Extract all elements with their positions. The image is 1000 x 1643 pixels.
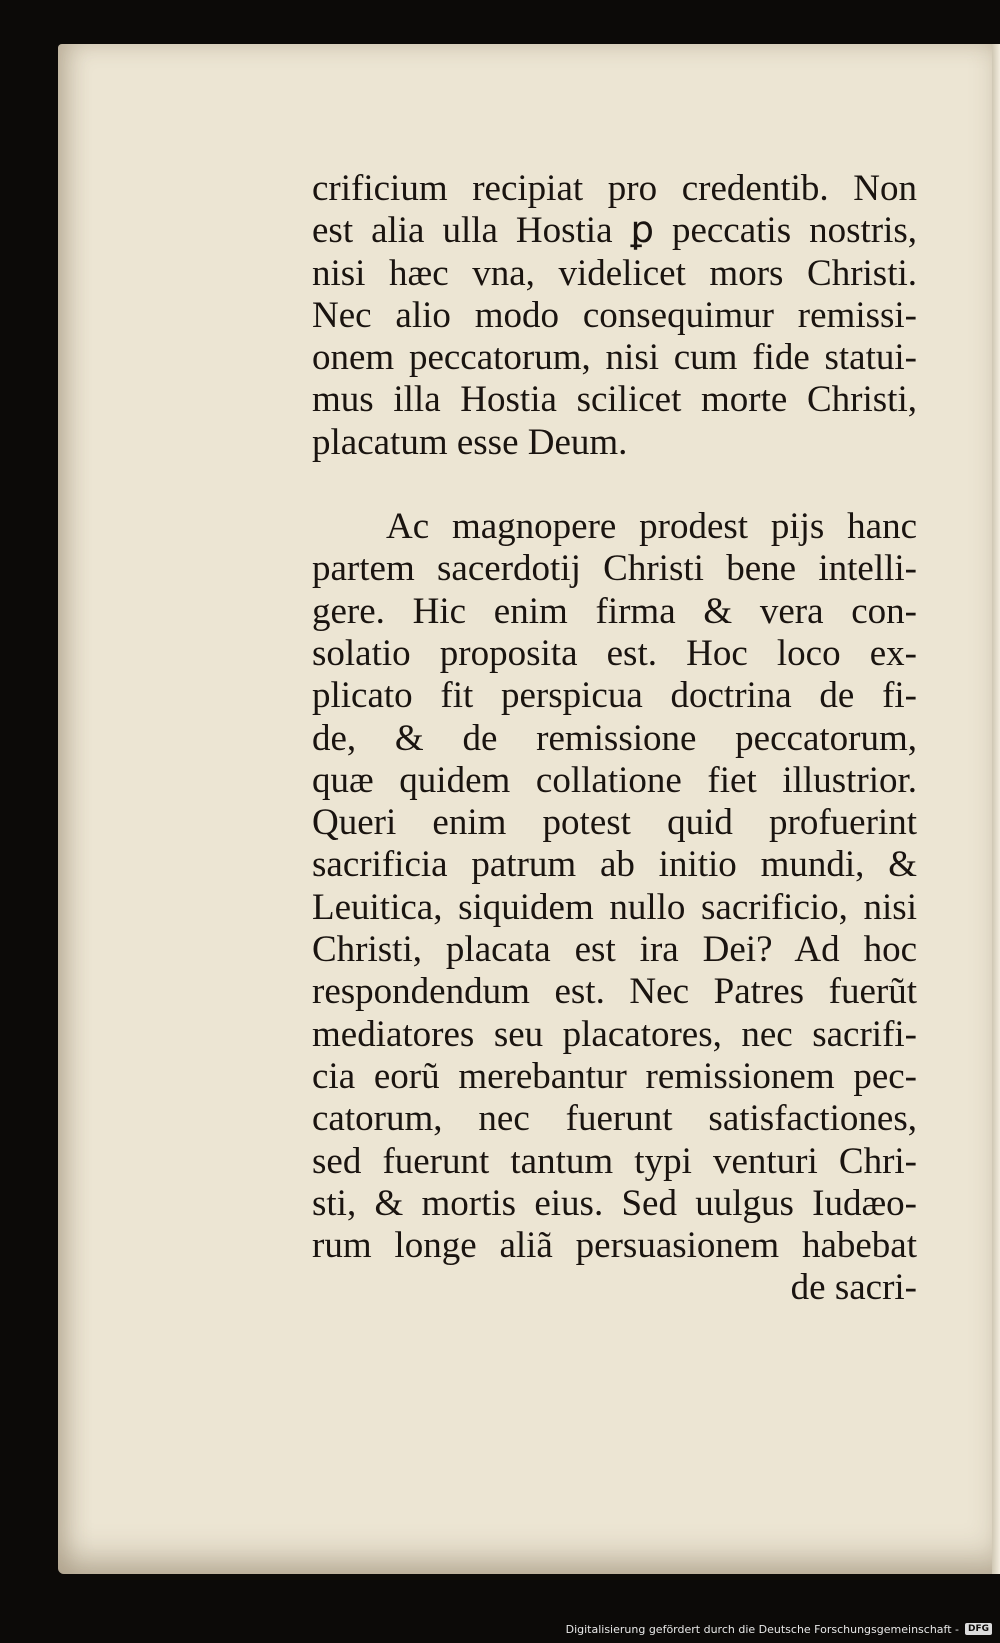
text-line: rum longe aliã persuasionem habebat [312, 1225, 917, 1267]
text-line: Christi, placata est ira Dei? Ad hoc [312, 929, 917, 971]
digitization-footer [0, 1617, 1000, 1641]
text-line: Nec alio modo consequimur remissi- [312, 294, 917, 336]
text-line: onem peccatorum, nisi cum fide statui- [312, 337, 917, 379]
text-line: plicato fit perspicua doctrina de fi- [312, 675, 917, 717]
page-edge [992, 44, 1000, 1574]
text-line: Ac magnopere prodest pijs hanc [386, 506, 917, 548]
catchword: de sacri- [790, 1267, 917, 1309]
text-line: mus illa Hostia scilicet morte Christi, [312, 379, 917, 421]
text-line: partem sacerdotij Christi bene intelli- [312, 548, 917, 590]
text-line: est alia ulla Hostia ꝑ peccatis nostris, [312, 210, 917, 252]
text-line: sed fuerunt tantum typi venturi Chri- [312, 1140, 917, 1182]
text-line: cia eorũ merebantur remissionem pec- [312, 1055, 917, 1097]
text-line: gere. Hic enim firma & vera con- [312, 590, 917, 632]
text-line: Queri enim potest quid profuerint [312, 802, 917, 844]
funding-notice: Digitalisierung gefördert durch die Deutsche Forschungsgemeinschaft - [565, 1622, 959, 1636]
text-line: quæ quidem collatione fiet illustrior. [312, 759, 917, 801]
text-line: de, & de remissione peccatorum, [312, 717, 917, 759]
text-line: catorum, nec fuerunt satisfactiones, [312, 1098, 917, 1140]
text-line: respondendum est. Nec Patres fuerũt [312, 971, 917, 1013]
paragraph-gap [312, 464, 917, 506]
dfg-logo: DFG [965, 1623, 992, 1635]
text-line: sacrificia patrum ab initio mundi, & [312, 844, 917, 886]
text-line: sti, & mortis eius. Sed uulgus Iudæo- [312, 1182, 917, 1224]
text-line: placatum esse Deum. [312, 421, 628, 463]
text-line: mediatores seu placatores, nec sacrifi- [312, 1013, 917, 1055]
text-line: solatio proposita est. Hoc loco ex- [312, 632, 917, 674]
text-line: Leuitica, siquidem nullo sacrificio, nisi [312, 886, 917, 928]
page-text [312, 168, 917, 1310]
text-line: crificium recipiat pro credentib. Non [312, 168, 917, 209]
text-line: nisi hæc vna, videlicet mors Christi. [312, 252, 917, 294]
